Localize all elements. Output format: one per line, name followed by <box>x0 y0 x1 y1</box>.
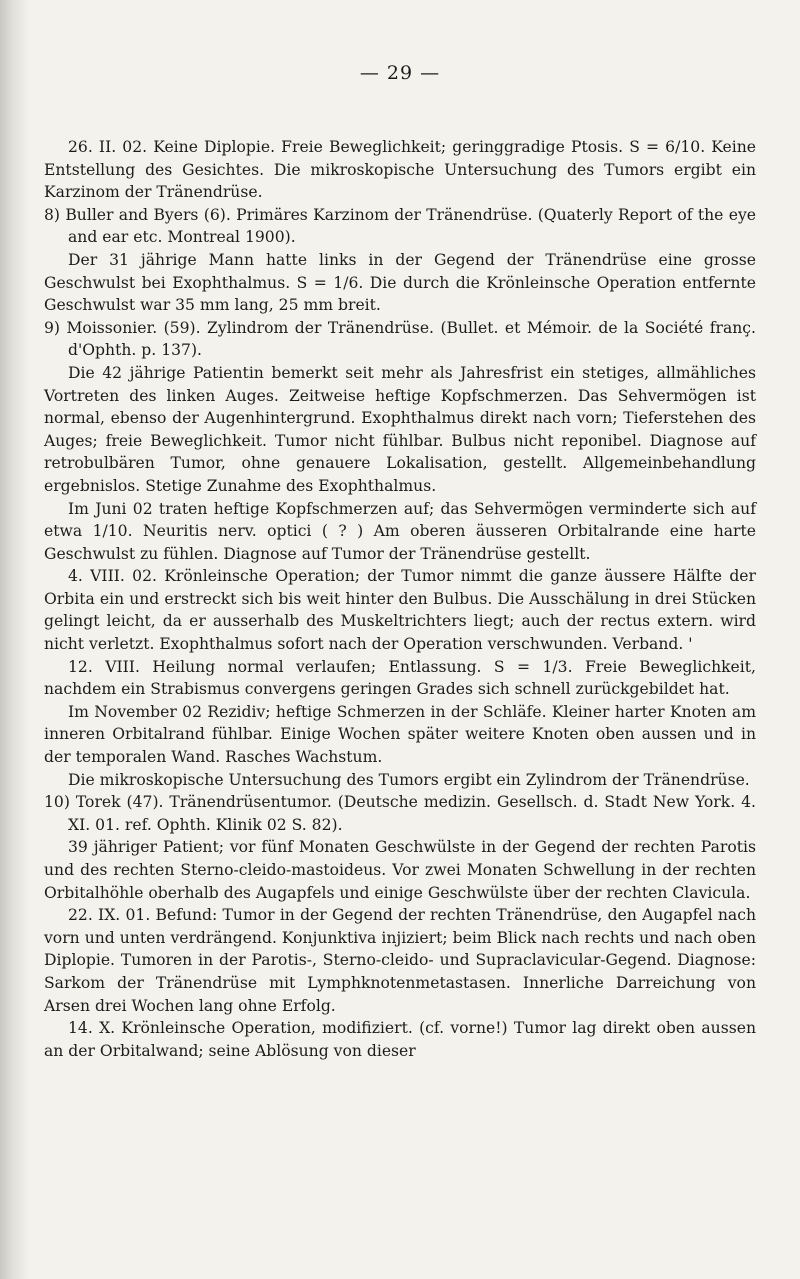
paragraph-case-7-followup: 26. II. 02. Keine Diplopie. Freie Beweglichkeit; geringgradige Ptosis. S = 6/10. Keine Entstellung des Gesichtes. Die mikroskopische Untersuchung des Tumors ergibt ein Karzinom der Tränendrüse. <box>44 138 756 202</box>
paragraph-case-10-operation: 14. X. Krönleinsche Operation, modifiziert. (cf. vorne!) Tumor lag direkt oben aussen an der Orbitalwand; seine Ablösung von dieser <box>44 1019 756 1060</box>
paragraph-case-8-body: Der 31 jährige Mann hatte links in der Gegend der Tränendrüse eine grosse Geschwulst bei Exophthalmus. S = 1/6. Die durch die Krönleinsche Operation entfernte Geschwulst war 35 mm lang, 25 mm breit. <box>44 250 756 315</box>
page-number: — 29 — <box>359 62 441 84</box>
paragraph-case-10-findings: 22. IX. 01. Befund: Tumor in der Gegend der rechten Tränendrüse, den Augapfel nach vorn und unten verdrängend. Konjunktiva injiziert; beim Blick nach rechts und nach oben Diplopie. Tumoren in der Parotis-, Sterno-cleido- und Supraclavicular-Gegend. Diagnose: Sarkom der Tränendrüse mit Lymphknotenmetastasen. Innerliche Darreichung von Arsen drei Wochen lang ohne Erfolg. <box>44 906 756 1015</box>
scan-edge-shadow <box>0 0 30 1279</box>
paragraph-case-9-histology: Die mikroskopische Untersuchung des Tumors ergibt ein Zylindrom der Tränendrüse. <box>68 770 750 789</box>
paragraph-case-9-operation: 4. VIII. 02. Krönleinsche Operation; der Tumor nimmt die ganze äussere Hälfte der Orbita ein und erstreckt sich bis weit hinter den Bulbus. Die Ausschälung in drei Stücken gelingt leicht, da er ausserhalb des Muskeltrichters liegt; auch der rectus extern. wird nicht verletzt. Exophthalmus sofort nach der Operation verschwunden. Verband. ' <box>44 567 756 654</box>
paragraph-case-9-heading: 9) Moissonier. (59). Zylindrom der Tränendrüse. (Bullet. et Mémoir. de la Société franç. d'Ophth. p. 137). <box>44 318 756 360</box>
paragraph-case-9-history: Die 42 jährige Patientin bemerkt seit mehr als Jahresfrist ein stetiges, allmähliches Vortreten des linken Auges. Zeitweise heftige Kopfschmerzen. Das Sehvermögen ist normal, ebenso der Augenhintergrund. Exophthalmus direkt nach vorn; Tieferstehen des Auges; freie Beweglichkeit. Tumor nicht fühlbar. Bulbus nicht reponibel. Diagnose auf retrobulbären Tumor, ohne genauere Lokalisation, gestellt. Allgemeinbehandlung ergebnislos. Stetige Zunahme des Exophthalmus. <box>44 363 756 495</box>
paragraph-case-9-june: Im Juni 02 traten heftige Kopfschmerzen auf; das Sehvermögen verminderte sich auf etwa 1/10. Neuritis nerv. optici ( ? ) Am oberen äusseren Orbitalrande eine harte Geschwulst zu fühlen. Diagnose auf Tumor der Tränendrüse gestellt. <box>44 499 756 563</box>
paragraph-case-8-heading: 8) Buller and Byers (6). Primäres Karzinom der Tränendrüse. (Quaterly Report of the eye and ear etc. Montreal 1900). <box>44 205 756 247</box>
paragraph-case-9-recurrence: Im November 02 Rezidiv; heftige Schmerzen in der Schläfe. Kleiner harter Knoten am inneren Orbitalrand fühlbar. Einige Wochen später weitere Knoten oben aussen und in der temporalen Wand. Rasches Wachstum. <box>44 702 756 767</box>
paragraph-case-10-heading: 10) Torek (47). Tränendrüsentumor. (Deutsche medizin. Gesellsch. d. Stadt New York. 4. XI. 01. ref. Ophth. Klinik 02 S. 82). <box>44 793 756 834</box>
paragraph-case-10-history: 39 jähriger Patient; vor fünf Monaten Geschwülste in der Gegend der rechten Parotis und des rechten Sterno-cleido-mastoideus. Vor zwei Monaten Schwellung in der rechten Orbitalhöhle oberhalb des Augapfels und einige Geschwülste über der rechten Clavicula. <box>44 838 756 902</box>
paragraph-case-9-healing: 12. VIII. Heilung normal verlaufen; Entlassung. S = 1/3. Freie Beweglichkeit, nachdem ein Strabismus convergens geringen Grades sich schnell zurückgebildet hat. <box>44 657 756 699</box>
page-body <box>44 136 756 1062</box>
